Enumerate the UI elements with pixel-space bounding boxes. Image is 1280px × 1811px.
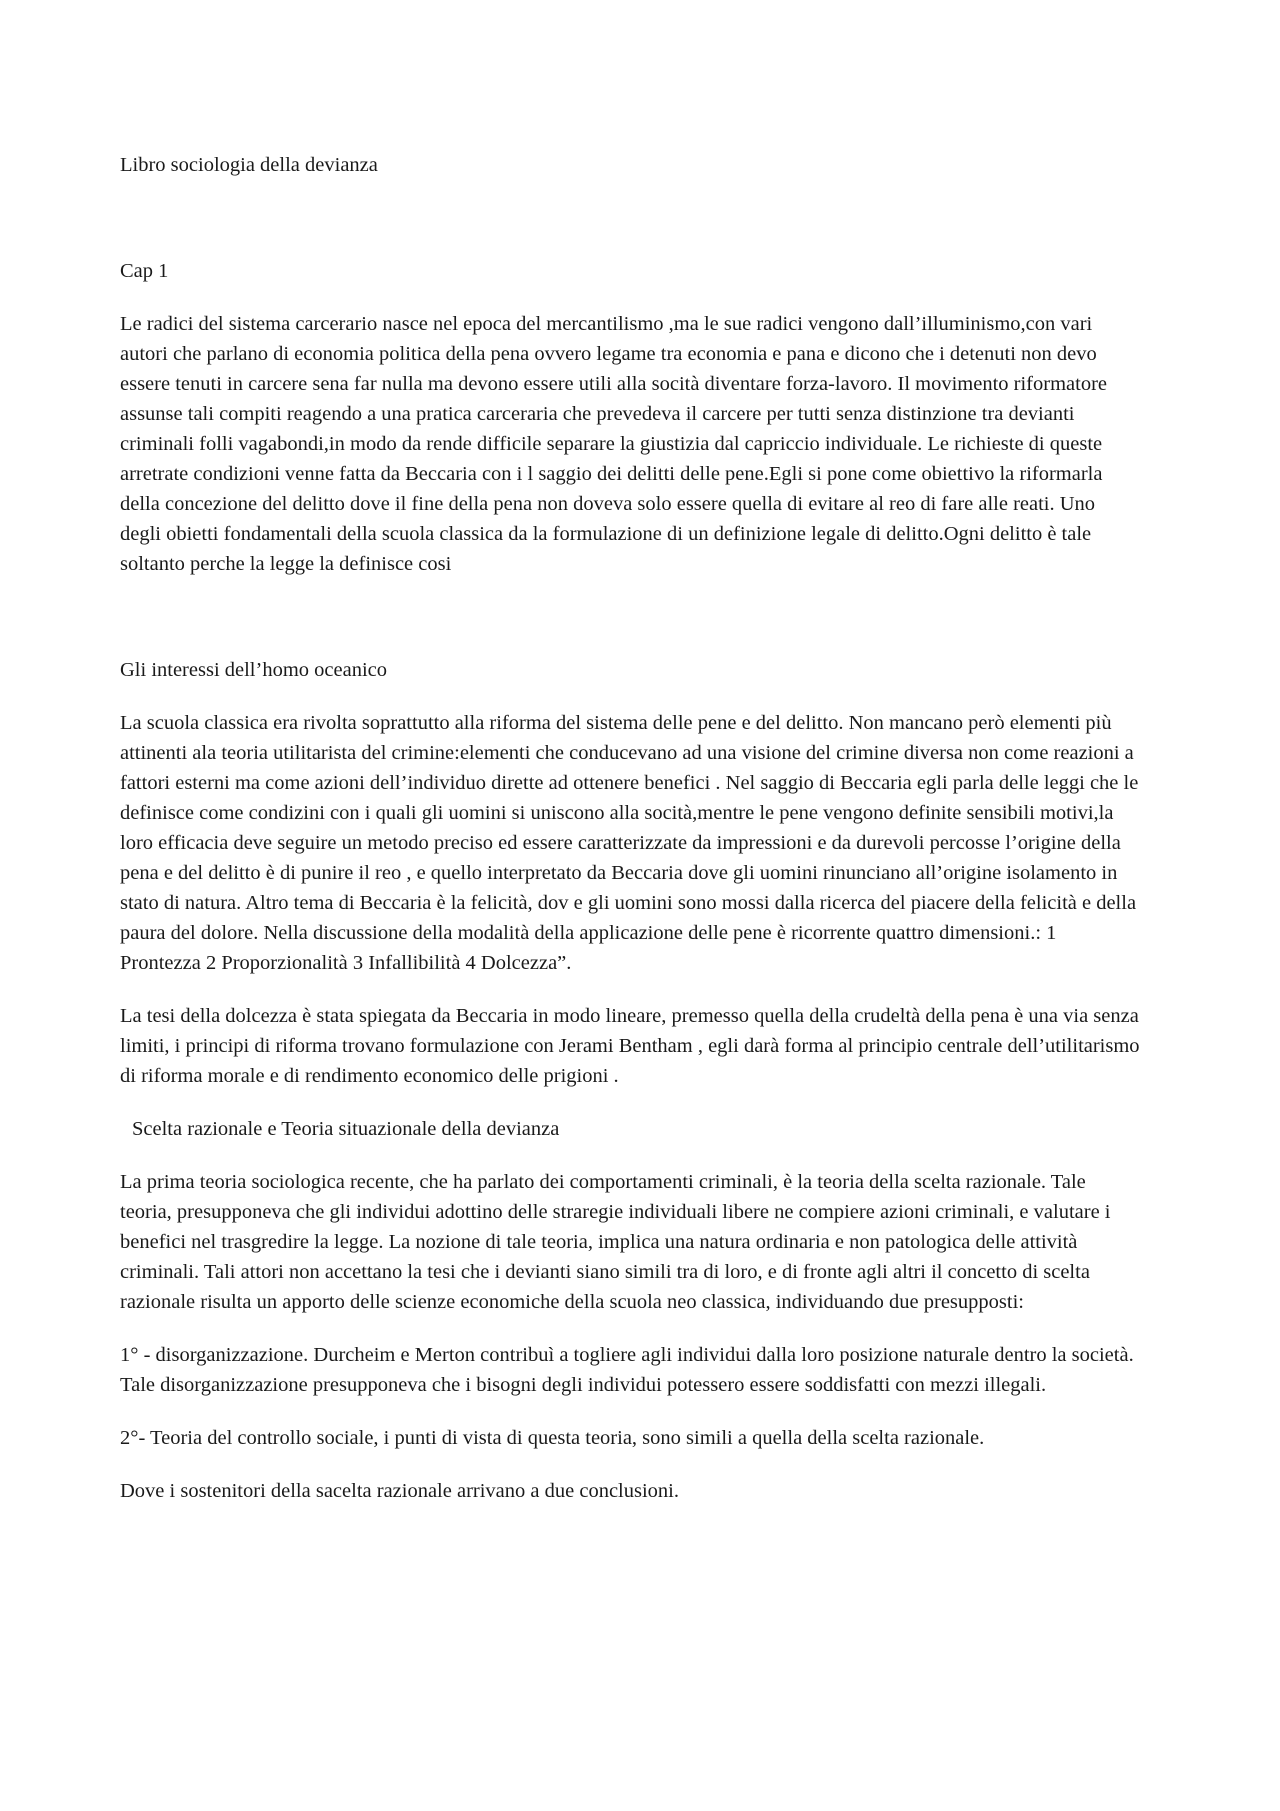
document-body bbox=[120, 150, 1140, 1506]
section-heading-scelta-razionale: Scelta razionale e Teoria situazionale della devianza bbox=[132, 1118, 560, 1140]
scelta-conclusion: Dove i sostenitori della sacelta razionale arrivano a due conclusioni. bbox=[120, 1480, 679, 1502]
document-title: Libro sociologia della devianza bbox=[120, 154, 378, 176]
section-heading-homo-oceanico: Gli interessi dell’homo oceanico bbox=[120, 659, 387, 681]
chapter-heading: Cap 1 bbox=[120, 260, 169, 282]
scelta-point-2: 2°- Teoria del controllo sociale, i punti di vista di questa teoria, sono simili a quella della scelta razionale. bbox=[120, 1427, 985, 1449]
homo-paragraph-2: La tesi della dolcezza è stata spiegata da Beccaria in modo lineare, premesso quella della crudeltà della pena è una via senza limiti, i principi di riforma trovano formulazione con Jerami Bentham , egli darà forma al principio centrale dell’utilitarismo di riforma morale e di rendimento economico delle prigioni . bbox=[120, 1005, 1140, 1087]
intro-paragraph: Le radici del sistema carcerario nasce nel epoca del mercantilismo ,ma le sue radici vengono dall’illuminismo,con vari autori che parlano di economia politica della pena ovvero legame tra economia e pana e dicono che i detenuti non devo essere tenuti in carcere sena far nulla ma devono essere utili alla socità diventare forza-lavoro. Il movimento riformatore assunse tali compiti reagendo a una pratica carceraria che prevedeva il carcere per tutti senza distinzione tra devianti criminali folli vagabondi,in modo da rende difficile separare la giustizia dal capriccio individuale. Le richieste di queste arretrate condizioni venne fatta da Beccaria con i l saggio dei delitti delle pene.Egli si pone come obiettivo la riformarla della concezione del delitto dove il fine della pena non doveva solo essere quella di evitare al reo di fare alle reati. Uno degli obietti fondamentali della scuola classica da la formulazione di un definizione legale di delitto.Ogni delitto è tale soltanto perche la legge la definisce cosi bbox=[120, 313, 1107, 575]
homo-paragraph-1: La scuola classica era rivolta soprattutto alla riforma del sistema delle pene e del delitto. Non mancano però elementi più attinenti ala teoria utilitarista del crimine:elementi che conducevano ad una visione del crimine diversa non come reazioni a fattori esterni ma come azioni dell’individuo dirette ad ottenere benefici . Nel saggio di Beccaria egli parla delle leggi che le definisce come condizini con i quali gli uomini si uniscono alla socità,mentre le pene vengono definite sensibili motivi,la loro efficacia deve seguire un metodo preciso ed essere caratterizzate da impressioni e da durevoli percosse l’origine della pena e del delitto è di punire il reo , e quello interpretato da Beccaria dove gli uomini rinunciano all’origine isolamento in stato di natura. Altro tema di Beccaria è la felicità, dov e gli uomini sono mossi dalla ricerca del piacere della felicità e della paura del dolore. Nella discussione della modalità della applicazione delle pene è ricorrente quattro dimensioni.: 1 Prontezza 2 Proporzionalità 3 Infallibilità 4 Dolcezza”. bbox=[120, 712, 1139, 974]
scelta-paragraph-1: La prima teoria sociologica recente, che ha parlato dei comportamenti criminali, è la teoria della scelta razionale. Tale teoria, presupponeva che gli individui adottino delle straregie individuali libere ne compiere azioni criminali, e valutare i benefici nel trasgredire la legge. La nozione di tale teoria, implica una natura ordinaria e non patologica delle attività criminali. Tali attori non accettano la tesi che i devianti siano simili tra di loro, e di fronte agli altri il concetto di scelta razionale risulta un apporto delle scienze economiche della scuola neo classica, individuando due presupposti: bbox=[120, 1171, 1111, 1313]
scelta-point-1: 1° - disorganizzazione. Durcheim e Merton contribuì a togliere agli individui dalla loro posizione naturale dentro la società. Tale disorganizzazione presupponeva che i bisogni degli individui potessero essere soddisfatti con mezzi illegali. bbox=[120, 1344, 1134, 1396]
